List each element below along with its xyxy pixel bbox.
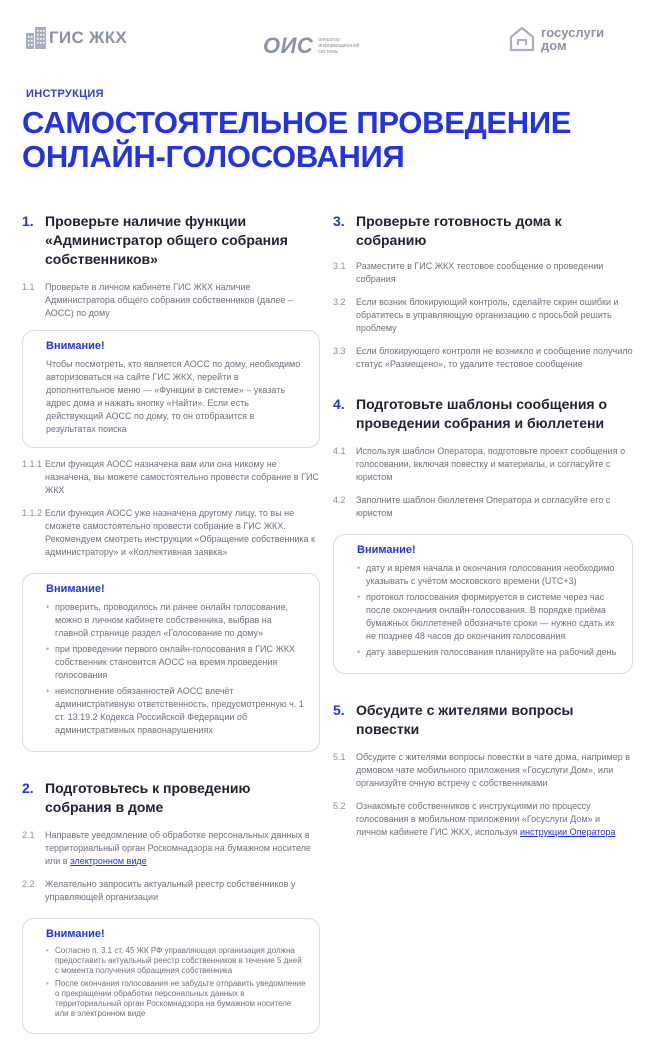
step-number: 1.1 [22,282,35,292]
gis-zhkh-logo[interactable] [26,27,127,49]
header [0,24,650,64]
step-text [356,800,633,839]
attention-list-item: • проверить, проводилось ли ранее онлайн голосование, можно в личном кабинете собственника, выбрав на главной странице раздел «Голосование по дому» [46,601,306,640]
section-3 [333,212,633,371]
step-2-2 [22,878,320,904]
ois-logo-subtitle: оператор информационной системы [318,37,360,55]
section-number: 4. [333,396,345,412]
operator-instructions-link[interactable]: инструкции Оператора [520,827,616,837]
step-number: 5.1 [333,752,346,762]
electronic-form-link[interactable]: электронном виде [70,856,147,866]
section-number: 5. [333,702,345,718]
attention-list-item: • неисполнение обязанностей АОСС влечёт административную ответственность, предусмотренную ч. 1 ст. 13.19.2 Кодекса Российской Федерации об административных правонарушениях [46,685,306,737]
section-4 [333,395,633,674]
attention-list [357,562,619,659]
step-text-content: Ознакомьте собственников с инструкциями по процессу голосования в мобильном приложении «Госуслуги Дом» и личном кабинете ГИС ЖКХ, используя [356,801,601,837]
attention-text: Чтобы посмотреть, кто является АОСС по дому, необходимо авторизоваться на сайте ГИС ЖКХ, перейти в дополнительное меню — «Функции в системе» – указать адрес дома и нажать кнопку «Найти». Если есть действующий АОСС по дому, то он отобразится в результатах поиска [46,359,301,434]
attention-list-item: • Согласно п. 3.1 ст. 45 ЖК РФ управляющая организация должна предоставить актуальный реестр собственников в течение 5 дней с момента получения обращения собственника [46,946,306,976]
step-number: 4.1 [333,446,346,456]
ois-logo[interactable] [263,33,374,59]
step-number: 3.1 [333,261,346,271]
section-3-heading [333,212,633,250]
step-1-1 [22,281,320,320]
step-3-2 [333,296,633,335]
attention-list [46,601,306,737]
step-text: Заполните шаблон бюллетеня Оператора и согласуйте его с юристом [356,495,611,518]
left-column [22,212,320,1034]
section-title: Подготовьтесь к проведению собрания в доме [45,780,251,815]
step-text: Проверьте в личном кабинете ГИС ЖКХ наличие Администратора общего собрания собственников (далее – АОСС) по дому [45,282,293,318]
step-number: 3.2 [333,297,346,307]
step-text: Желательно запросить актуальный реестр собственников у управляющей организации [45,879,296,902]
step-3-3 [333,345,633,371]
step-3-1 [333,260,633,286]
ois-logo-text: ОИС [263,33,314,58]
section-number: 1. [22,213,34,229]
document-kicker: ИНСТРУКЦИЯ [26,88,104,100]
section-number: 2. [22,780,34,796]
step-text: Обсудите с жителями вопросы повестки в чате дома, например в домовом чате мобильного приложения «Госуслуги Дом», или организуйте очную встречу с собственниками [356,752,630,788]
attention-box [22,918,320,1034]
step-1-1-2 [22,507,320,559]
step-text: Если функция АОСС уже назначена другому лицу, то вы не сможете самостоятельно провести собрание в ГИС ЖКХ. Рекомендуем смотреть инструкции «Обращение собственника к администратору» и «Коллективная заявка» [45,508,315,557]
section-5 [333,701,633,839]
step-4-1 [333,445,633,484]
attention-title: Внимание! [46,583,105,595]
section-5-heading [333,701,633,739]
attention-box [333,534,633,674]
gosuslugi-dom-logo-text [541,26,604,52]
step-text [45,829,320,868]
step-5-2 [333,800,633,839]
attention-list-item: • дату и время начала и окончания голосования необходимо указывать с учётом московского времени (UTC+3) [357,562,619,588]
attention-list-item: • дату завершения голосования планируйте на рабочий день [357,646,619,659]
gosuslugi-dom-logo[interactable] [509,26,604,52]
step-4-2 [333,494,633,520]
attention-title: Внимание! [46,928,105,940]
building-icon [26,27,46,49]
section-title: Проверьте готовность дома к собранию [356,213,562,248]
attention-box [22,330,320,448]
gosuslugi-word: госуслуги [541,25,605,40]
step-number: 4.2 [333,495,346,505]
house-icon [509,26,535,52]
attention-list-item: • протокол голосования формируется в системе через час после окончания онлайн-голосования. В порядке приёма бумажных бюллетеней обозначьте сроки — нужно сдать их не позднее 48 часов до окончания голосования [357,591,619,643]
step-text: Если функция АОСС назначена вам или она никому не назначена, вы можете самостоятельно провести собрание в ГИС ЖКХ [45,459,319,495]
right-column [333,212,633,839]
step-5-1 [333,751,633,790]
step-text: Разместите в ГИС ЖКХ тестовое сообщение о проведении собрания [356,261,604,284]
step-text: Если возник блокирующий контроль, сделайте скрин ошибки и обратитесь в управляющую организацию с просьбой решить проблему [356,297,619,333]
attention-title: Внимание! [46,340,105,352]
section-2 [22,779,320,1034]
attention-box [22,573,320,752]
step-number: 3.3 [333,346,346,356]
attention-title: Внимание! [357,544,416,556]
attention-list-item: • при проведении первого онлайн-голосования в ГИС ЖКХ собственник становится АОСС на время проведения голосования [46,643,306,682]
page-title [22,106,632,174]
step-number: 1.1.2 [22,508,43,518]
page-title-line-2: ОНЛАЙН-ГОЛОСОВАНИЯ [22,139,405,174]
step-number: 5.2 [333,801,346,811]
section-title: Обсудите с жителями вопросы повестки [356,702,574,737]
section-4-heading [333,395,633,433]
step-text-content: Направьте уведомление об обработке персональных данных в территориальный орган Роскомнадзора на бумажном носителе или в [45,830,311,866]
step-number: 1.1.1 [22,459,43,469]
step-text: Если блокирующего контроля не возникло и сообщение получило статус «Размещено», то удалите тестовое сообщение [356,346,633,369]
dom-word: дом [541,38,567,53]
attention-list [46,946,306,1019]
gis-zhkh-logo-text: ГИС ЖКХ [49,28,128,47]
section-title: Подготовьте шаблоны сообщения о проведении собрания и бюллетени [356,396,608,431]
step-number: 2.2 [22,879,35,889]
step-number: 2.1 [22,830,35,840]
step-2-1 [22,829,320,868]
step-text: Используя шаблон Оператора, подготовьте проект сообщения о голосовании, включая повестку и материалы, и согласуйте с юристом [356,446,626,482]
step-1-1-1 [22,458,320,497]
section-number: 3. [333,213,345,229]
section-2-heading [22,779,320,817]
section-1-heading [22,212,320,269]
section-1 [22,212,320,752]
section-title: Проверьте наличие функции «Администратор общего собрания собственников» [45,213,288,267]
attention-list-item: • После окончания голосования не забудьте отправить уведомление о прекращении обработки персональных данных в территориальный орган Роскомнадзора на бумажном носителе или в электронном виде [46,979,306,1019]
page-title-line-1: САМОСТОЯТЕЛЬНОЕ ПРОВЕДЕНИЕ [22,105,572,140]
